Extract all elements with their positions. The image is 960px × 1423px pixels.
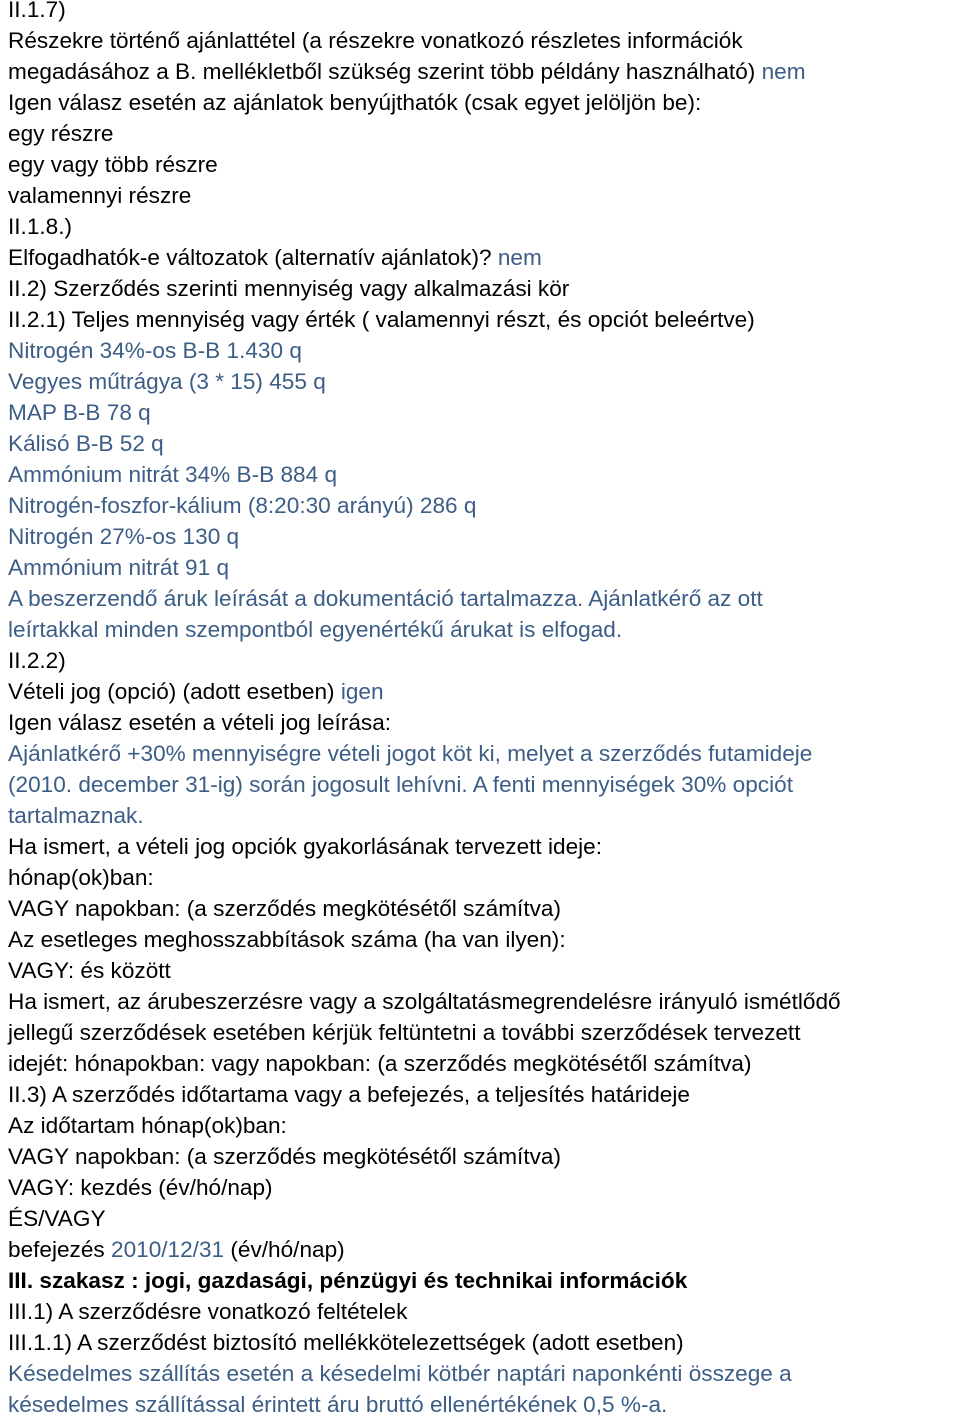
text-line [8, 1172, 960, 1203]
text-segment: Elfogadhatók-e változatok (alternatív ajánlatok)? [8, 245, 498, 270]
highlighted-value: igen [340, 679, 384, 704]
highlighted-value: Vegyes műtrágya (3 * 15) 455 q [8, 369, 326, 394]
text-line [8, 862, 960, 893]
highlighted-value: Nitrogén 27%-os 130 q [8, 524, 240, 549]
text-line [8, 304, 960, 335]
highlighted-value: nem [761, 59, 806, 84]
text-line [8, 645, 960, 676]
highlighted-value: Nitrogén-foszfor-kálium (8:20:30 arányú) 286 q [8, 493, 477, 518]
text-segment: II.3) A szerződés időtartama vagy a befejezés, a teljesítés határideje [8, 1082, 690, 1107]
highlighted-value: tartalmaznak. [8, 803, 144, 828]
text-line [8, 56, 960, 87]
text-line [8, 397, 960, 428]
text-line [8, 955, 960, 986]
text-line [8, 1048, 960, 1079]
highlighted-value: Kálisó B-B 52 q [8, 431, 164, 456]
text-line [8, 583, 960, 614]
text-line [8, 1017, 960, 1048]
highlighted-value: Késedelmes szállítás esetén a késedelmi kötbér naptári naponkénti összege a [8, 1361, 792, 1386]
text-segment: jellegű szerződések esetében kérjük feltüntetni a további szerződések tervezett [8, 1020, 801, 1045]
text-segment: Ha ismert, az árubeszerzésre vagy a szolgáltatásmegrendelésre irányuló ismétlődő [8, 989, 841, 1014]
text-segment: (év/hó/nap) [224, 1237, 345, 1262]
text-line [8, 1327, 960, 1358]
text-line [8, 986, 960, 1017]
text-segment: VAGY: és között [8, 958, 171, 983]
text-line [8, 1110, 960, 1141]
text-line [8, 273, 960, 304]
text-line [8, 1265, 960, 1296]
text-segment: Ha ismert, a vételi jog opciók gyakorlásának tervezett ideje: [8, 834, 603, 859]
text-line [8, 676, 960, 707]
text-line [8, 800, 960, 831]
text-line [8, 211, 960, 242]
text-segment: Vételi jog (opció) (adott esetben) [8, 679, 341, 704]
highlighted-value: Ammónium nitrát 91 q [8, 555, 230, 580]
text-segment: VAGY napokban: (a szerződés megkötésétől számítva) [8, 896, 561, 921]
text-line [8, 428, 960, 459]
text-line [8, 25, 960, 56]
text-line [8, 1141, 960, 1172]
text-segment: egy részre [8, 121, 114, 146]
text-segment: II.1.8.) [8, 214, 73, 239]
text-segment: megadásához a B. mellékletből szükség szerint több példány használható) [8, 59, 762, 84]
text-line [8, 335, 960, 366]
text-segment: III.1.1) A szerződést biztosító mellékkötelezettségek (adott esetben) [8, 1330, 684, 1355]
text-segment: II.1.7) [8, 0, 66, 22]
text-line [8, 1203, 960, 1234]
highlighted-value: (2010. december 31-ig) során jogosult lehívni. A fenti mennyiségek 30% opciót [8, 772, 793, 797]
text-segment: III.1) A szerződésre vonatkozó feltételek [8, 1299, 408, 1324]
text-line [8, 490, 960, 521]
highlighted-value: Ajánlatkérő +30% mennyiségre vételi jogot köt ki, melyet a szerződés futamideje [8, 741, 813, 766]
text-line [8, 707, 960, 738]
text-segment: Igen válasz esetén a vételi jog leírása: [8, 710, 392, 735]
text-line [8, 180, 960, 211]
text-segment: Igen válasz esetén az ajánlatok benyújthatók (csak egyet jelöljön be): [8, 90, 702, 115]
highlighted-value: MAP B-B 78 q [8, 400, 151, 425]
text-line [8, 924, 960, 955]
text-segment: valamennyi részre [8, 183, 192, 208]
text-line [8, 459, 960, 490]
section-heading: III. szakasz : jogi, gazdasági, pénzügyi és technikai információk [8, 1268, 688, 1293]
text-line [8, 1358, 960, 1389]
text-segment: II.2) Szerződés szerinti mennyiség vagy alkalmazási kör [8, 276, 570, 301]
text-segment: II.2.1) Teljes mennyiség vagy érték ( valamennyi részt, és opciót beleértve) [8, 307, 755, 332]
text-line [8, 831, 960, 862]
text-line [8, 1389, 960, 1420]
text-segment: Részekre történő ajánlattétel (a részekre vonatkozó részletes információk [8, 28, 743, 53]
text-line [8, 366, 960, 397]
text-line [8, 1296, 960, 1327]
text-line [8, 0, 960, 25]
highlighted-value: A beszerzendő áruk leírását a dokumentáció tartalmazza. Ajánlatkérő az ott [8, 586, 763, 611]
text-segment: idejét: hónapokban: vagy napokban: (a szerződés megkötésétől számítva) [8, 1051, 752, 1076]
text-segment: II.2.2) [8, 648, 66, 673]
highlighted-value: leírtakkal minden szempontból egyenértékű árukat is elfogad. [8, 617, 623, 642]
text-segment: hónap(ok)ban: [8, 865, 154, 890]
text-segment: Az esetleges meghosszabbítások száma (ha van ilyen): [8, 927, 566, 952]
highlighted-value: Ammónium nitrát 34% B-B 884 q [8, 462, 338, 487]
text-line [8, 1079, 960, 1110]
text-segment: Az időtartam hónap(ok)ban: [8, 1113, 287, 1138]
text-line [8, 242, 960, 273]
text-segment: egy vagy több részre [8, 152, 218, 177]
text-line [8, 521, 960, 552]
text-line [8, 769, 960, 800]
highlighted-value: Nitrogén 34%-os B-B 1.430 q [8, 338, 302, 363]
text-segment: VAGY: kezdés (év/hó/nap) [8, 1175, 273, 1200]
text-segment: VAGY napokban: (a szerződés megkötésétől számítva) [8, 1144, 561, 1169]
text-line [8, 1234, 960, 1265]
highlighted-value: késedelmes szállítással érintett áru bruttó ellenértékének 0,5 %-a. [8, 1392, 668, 1417]
text-segment: ÉS/VAGY [8, 1206, 106, 1231]
highlighted-value: 2010/12/31 [111, 1237, 225, 1262]
text-line [8, 893, 960, 924]
text-line [8, 552, 960, 583]
highlighted-value: nem [497, 245, 542, 270]
text-segment: befejezés [8, 1237, 111, 1262]
text-line [8, 118, 960, 149]
text-line [8, 614, 960, 645]
text-line [8, 738, 960, 769]
text-line [8, 87, 960, 118]
text-line [8, 149, 960, 180]
